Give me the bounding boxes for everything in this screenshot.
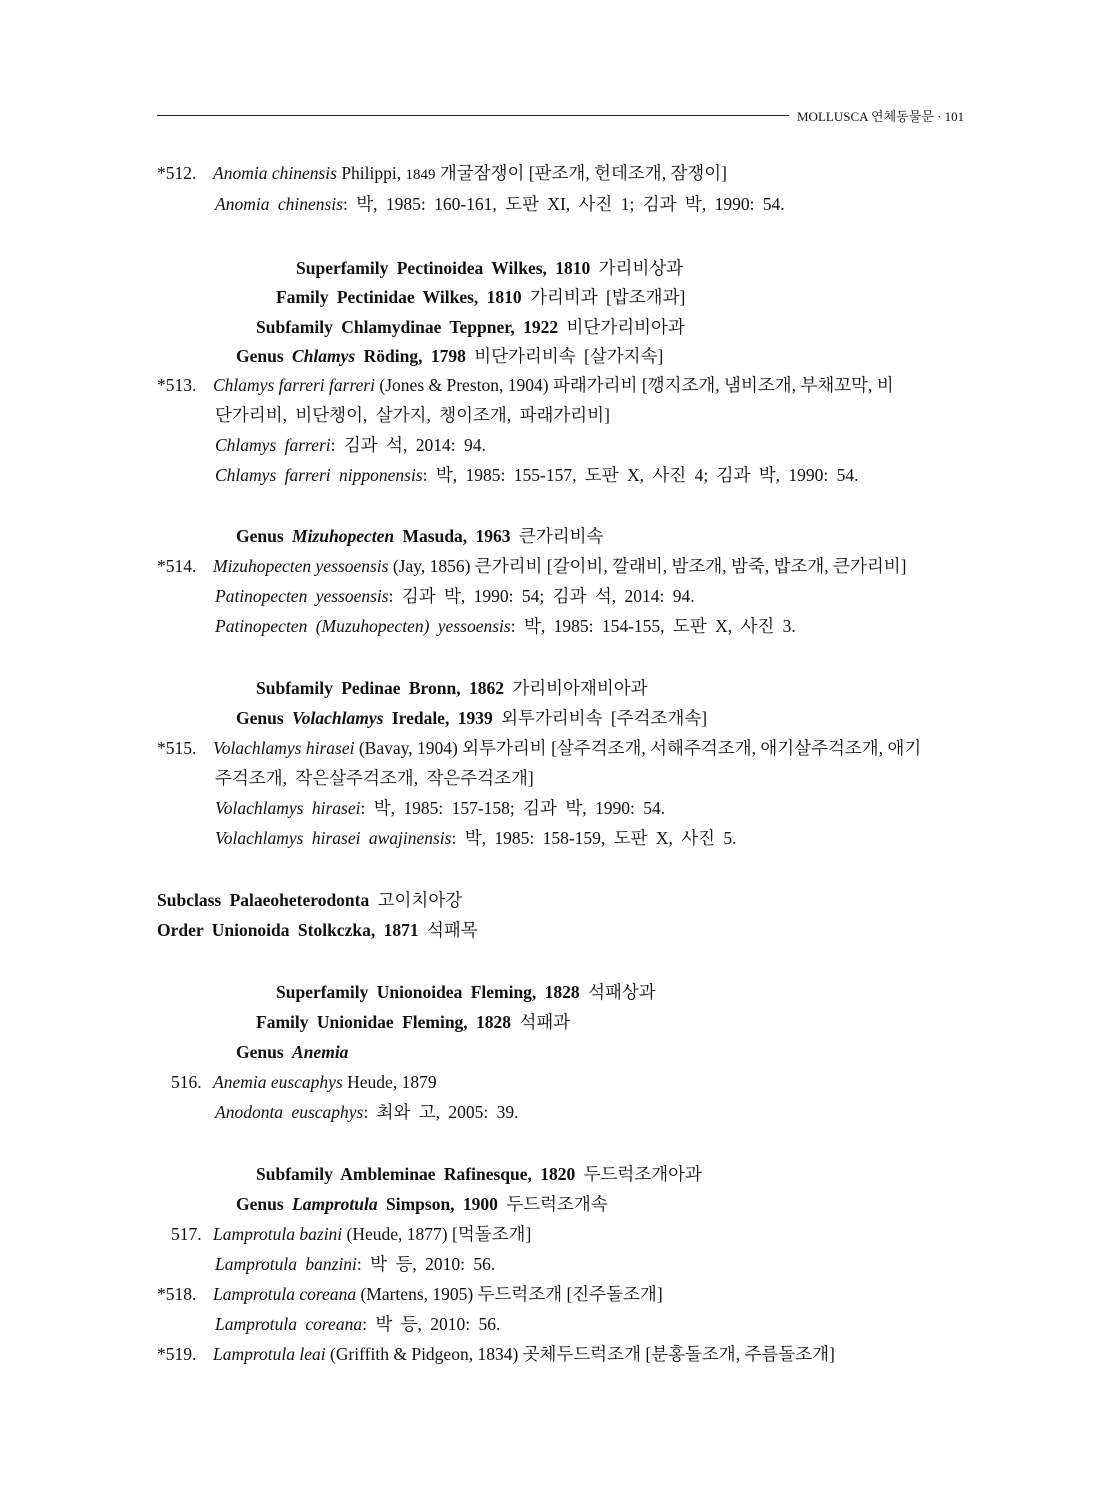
- text-segment: (Martens, 1905) 두드럭조개 [진주돌조개]: [356, 1284, 663, 1304]
- species-name: Volachlamys hirasei: [213, 738, 355, 758]
- text-line: [215, 767, 534, 789]
- text-segment: (Bavay, 1904) 외투가리비 [살주걱조개, 서해주걱조개, 애기살주걱조개, 애기: [354, 738, 922, 758]
- text-segment: 고이치아강: [377, 890, 463, 910]
- species-name: Anomia chinensis: [213, 163, 337, 183]
- taxon-heading: Superfamily Unionoidea Fleming, 1828: [276, 982, 589, 1002]
- species-name: Lamprotula bazini: [213, 1224, 343, 1244]
- text-line: [157, 919, 478, 941]
- text-line: [215, 1253, 495, 1275]
- species-name: Chlamys farreri: [215, 435, 331, 455]
- species-name: Volachlamys hirasei: [215, 798, 361, 818]
- taxon-heading: Family Pectinidae Wilkes, 1810: [276, 287, 531, 307]
- text-segment: 개굴잠쟁이 [판조개, 헌데조개, 잠쟁이]: [435, 163, 727, 183]
- taxon-heading: Iredale, 1939: [383, 708, 502, 728]
- text-line: [215, 615, 796, 637]
- text-segment: (Griffith & Pidgeon, 1834) 곳체두드럭조개 [분홍돌조개, 주름돌조개]: [325, 1344, 835, 1364]
- species-name: Lamprotula leai: [213, 1344, 326, 1364]
- text-segment: 가리비아재비아과: [512, 678, 648, 698]
- species-name: Chlamys farreri farreri: [213, 375, 376, 395]
- catalog-entry: [157, 1283, 663, 1305]
- text-line: [215, 797, 665, 819]
- text-segment: : 박 등, 2010: 56.: [362, 1314, 501, 1334]
- text-segment: : 박, 1985: 157-158; 김과 박, 1990: 54.: [360, 798, 666, 818]
- text-segment: (Jones & Preston, 1904) 파래가리비 [깽지조개, 냄비조개, 부채꼬막, 비: [375, 375, 894, 395]
- text-segment: 두드럭조개속: [506, 1194, 608, 1214]
- genus-name: Anemia: [292, 1042, 349, 1062]
- entry-number: *512.: [157, 163, 197, 183]
- taxon-heading: Simpson, 1900: [377, 1194, 507, 1214]
- catalog-entry: [157, 162, 727, 186]
- taxon-heading: Subfamily Ambleminae Rafinesque, 1820: [256, 1164, 584, 1184]
- text-line: [215, 827, 737, 849]
- catalog-entry: [157, 1071, 437, 1093]
- text-segment: 가리비상과: [598, 258, 684, 278]
- text-line: [215, 404, 610, 426]
- text-segment: (Heude, 1877) [먹돌조개]: [342, 1224, 532, 1244]
- text-segment: 단가리비, 비단챙이, 살가지, 챙이조개, 파래가리비]: [215, 405, 610, 425]
- catalog-entry: [157, 1223, 531, 1245]
- text-segment: : 김과 석, 2014: 94.: [330, 435, 486, 455]
- text-segment: : 김과 박, 1990: 54; 김과 석, 2014: 94.: [388, 586, 695, 606]
- genus-name: Volachlamys: [292, 708, 384, 728]
- text-segment: 석패상과: [588, 982, 656, 1002]
- text-segment: Philippi,: [336, 163, 406, 183]
- text-segment: : 박, 1985: 158-159, 도판 X, 사진 5.: [451, 828, 737, 848]
- species-name: Patinopecten (Muzuhopecten) yessoensis: [215, 616, 511, 636]
- species-name: Anodonta euscaphys: [215, 1102, 364, 1122]
- catalog-entry: [157, 555, 907, 577]
- text-line: [256, 316, 685, 338]
- text-segment: : 박, 1985: 155-157, 도판 X, 사진 4; 김과 박, 1990: 54.: [422, 465, 859, 485]
- species-name: Lamprotula coreana: [213, 1284, 357, 1304]
- taxon-heading: Genus: [236, 526, 293, 546]
- species-name: Anemia euscaphys: [213, 1072, 343, 1092]
- entry-number: *514.: [157, 556, 197, 576]
- taxon-heading: Masuda, 1963: [394, 526, 519, 546]
- taxon-heading: Subfamily Pedinae Bronn, 1862: [256, 678, 513, 698]
- entry-number: 516.: [171, 1072, 202, 1092]
- text-line: [236, 345, 663, 367]
- taxon-heading: Genus: [236, 708, 293, 728]
- entry-number: 517.: [171, 1224, 202, 1244]
- text-line: [256, 1011, 570, 1033]
- text-segment: : 박, 1985: 154-155, 도판 X, 사진 3.: [510, 616, 796, 636]
- text-line: [236, 1193, 608, 1215]
- text-line: [256, 677, 648, 699]
- text-line: [215, 434, 486, 456]
- genus-name: Mizuhopecten: [292, 526, 395, 546]
- genus-name: Lamprotula: [292, 1194, 378, 1214]
- taxon-heading: Family Unionidae Fleming, 1828: [256, 1012, 520, 1032]
- species-name: Volachlamys hirasei awajinensis: [215, 828, 452, 848]
- text-line: [236, 707, 707, 729]
- species-name: Anomia chinensis: [215, 194, 343, 214]
- species-name: Patinopecten yessoensis: [215, 586, 389, 606]
- text-segment: : 최와 고, 2005: 39.: [363, 1102, 519, 1122]
- genus-name: Chlamys: [292, 346, 356, 366]
- entry-number: *515.: [157, 738, 197, 758]
- year: 1849: [405, 167, 436, 183]
- text-segment: : 박, 1985: 160-161, 도판 XI, 사진 1; 김과 박, 1990: 54.: [342, 194, 785, 214]
- text-line: [215, 464, 859, 486]
- taxon-heading: Genus: [236, 1194, 293, 1214]
- header-rule: [157, 115, 789, 116]
- text-segment: : 박 등, 2010: 56.: [356, 1254, 496, 1274]
- taxon-heading: Subclass Palaeoheterodonta: [157, 890, 378, 910]
- entry-number: *513.: [157, 375, 197, 395]
- species-name: Chlamys farreri nipponensis: [215, 465, 423, 485]
- text-line: [256, 1163, 702, 1185]
- text-line: [215, 585, 695, 607]
- text-segment: 석패목: [426, 920, 478, 940]
- text-segment: 비단가리비아과: [566, 317, 685, 337]
- text-line: [215, 193, 785, 215]
- text-segment: 비단가리비속 [살가지속]: [474, 346, 664, 366]
- text-segment: 가리비과 [밥조개과]: [530, 287, 686, 307]
- text-segment: 큰가리비속: [518, 526, 604, 546]
- text-line: [236, 1041, 348, 1063]
- entry-number: *519.: [157, 1344, 197, 1364]
- taxon-heading: Röding, 1798: [355, 346, 475, 366]
- species-name: Mizuhopecten yessoensis: [213, 556, 389, 576]
- text-segment: 석패과: [519, 1012, 571, 1032]
- catalog-entry: [157, 1343, 835, 1365]
- running-head: MOLLUSCA 연체동물문 · 101: [797, 109, 965, 124]
- text-line: [296, 257, 683, 279]
- text-segment: 외투가리비속 [주걱조개속]: [501, 708, 708, 728]
- taxon-heading: Superfamily Pectinoidea Wilkes, 1810: [296, 258, 599, 278]
- taxon-heading: Subfamily Chlamydinae Teppner, 1922: [256, 317, 567, 337]
- text-line: [215, 1101, 519, 1123]
- text-line: [276, 286, 685, 308]
- taxon-heading: Genus: [236, 346, 293, 366]
- catalog-entry: [157, 374, 894, 396]
- text-line: [236, 525, 603, 547]
- text-segment: 두드럭조개아과: [583, 1164, 702, 1184]
- taxon-heading: Order Unionoida Stolkczka, 1871: [157, 920, 427, 940]
- text-segment: 주걱조개, 작은살주걱조개, 작은주걱조개]: [215, 768, 534, 788]
- species-name: Lamprotula banzini: [215, 1254, 357, 1274]
- species-name: Lamprotula coreana: [215, 1314, 363, 1334]
- text-line: [215, 1313, 500, 1335]
- entry-number: *518.: [157, 1284, 197, 1304]
- text-line: [157, 889, 462, 911]
- text-line: [276, 981, 656, 1003]
- catalog-entry: [157, 737, 921, 759]
- text-segment: (Jay, 1856) 큰가리비 [갈이비, 깔래비, 밤조개, 밤죽, 밥조개, 큰가리비]: [388, 556, 907, 576]
- text-segment: Heude, 1879: [342, 1072, 437, 1092]
- taxon-heading: Genus: [236, 1042, 293, 1062]
